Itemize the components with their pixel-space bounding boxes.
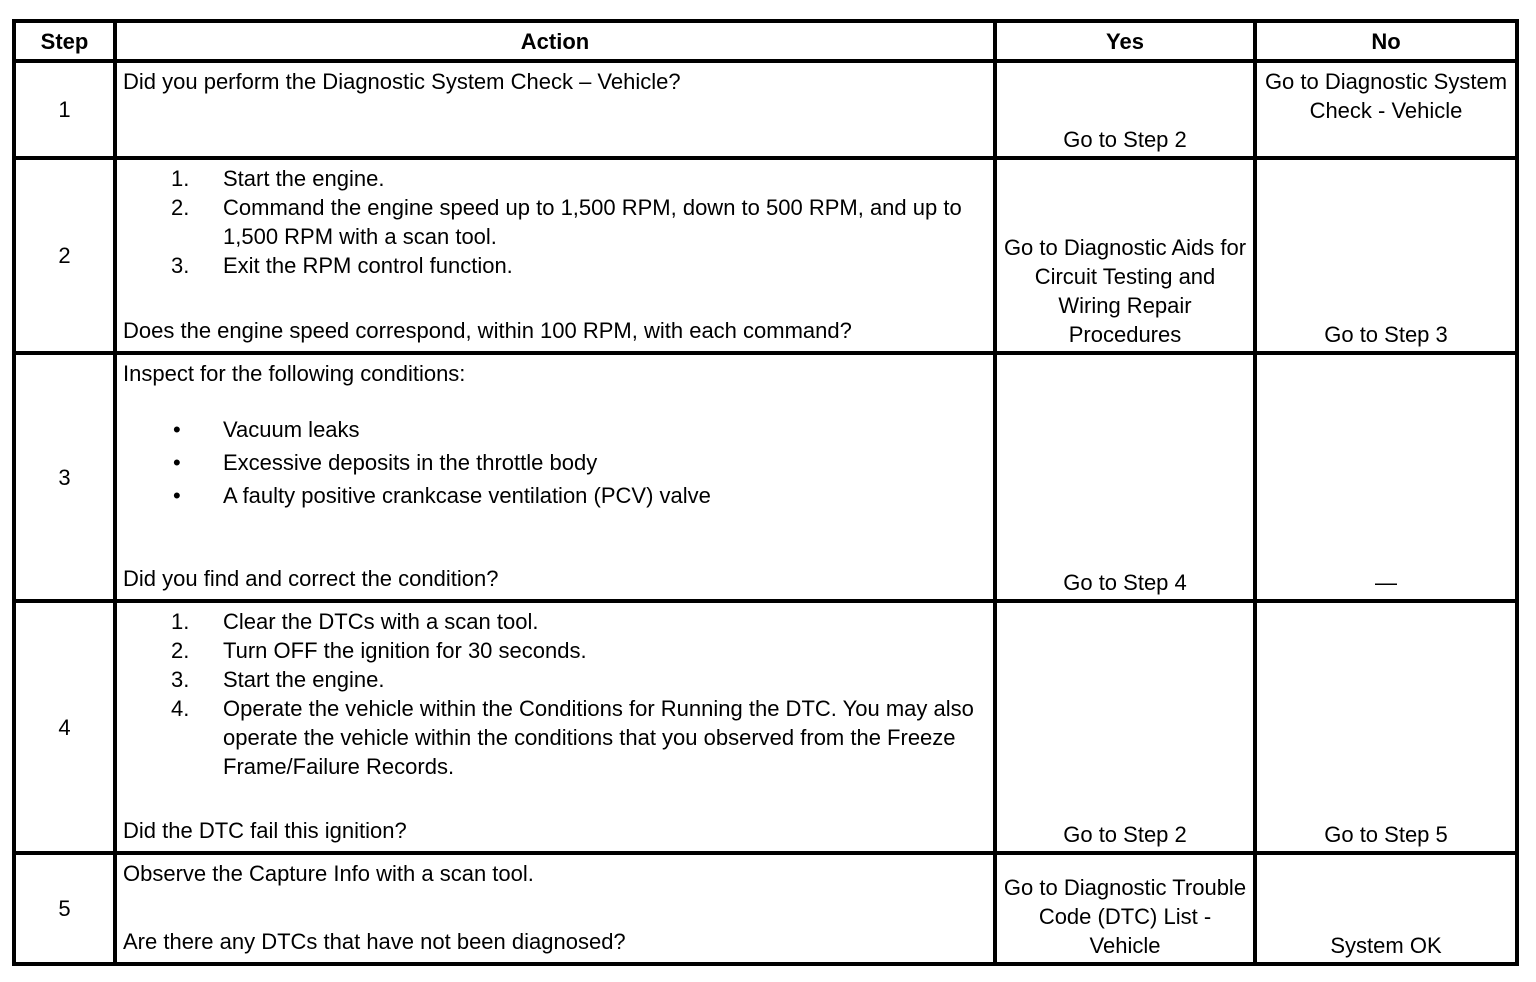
- diagnostic-table: [12, 19, 1519, 966]
- list-item: 1. Clear the DTCs with a scan tool.: [171, 609, 539, 634]
- list-item: 4. Operate the vehicle within the Conditions for Running the DTC. You may also operate the vehicle within the conditions that you observed from the Freeze Frame/Failure Records.: [171, 696, 974, 779]
- header-row: [14, 21, 1517, 61]
- list-item: 2. Turn OFF the ignition for 30 seconds.: [171, 638, 587, 663]
- list-item: 3. Exit the RPM control function.: [171, 253, 513, 278]
- list-item: 1. Start the engine.: [171, 166, 385, 191]
- list-item: • Excessive deposits in the throttle body: [173, 450, 598, 475]
- action-question: Did the DTC fail this ignition?: [123, 818, 407, 843]
- table-row: [14, 353, 1517, 601]
- table-row: [14, 158, 1517, 353]
- no-cell: System OK: [1255, 853, 1517, 964]
- no-cell: —: [1255, 353, 1517, 601]
- action-list: [123, 164, 987, 280]
- step-number: 3: [14, 353, 115, 601]
- list-item: 3. Start the engine.: [171, 667, 385, 692]
- action-cell: [115, 61, 995, 158]
- yes-cell: Go to Diagnostic Aids for Circuit Testing and Wiring Repair Procedures: [995, 158, 1255, 353]
- no-cell: Go to Step 3: [1255, 158, 1517, 353]
- action-question: Did you find and correct the condition?: [123, 566, 499, 591]
- yes-cell: Go to Diagnostic Trouble Code (DTC) List - Vehicle: [995, 853, 1255, 964]
- list-item: 2. Command the engine speed up to 1,500 RPM, down to 500 RPM, and up to 1,500 RPM with a scan tool.: [171, 195, 962, 249]
- no-cell: Go to Diagnostic System Check - Vehicle: [1255, 61, 1517, 158]
- header-action: Action: [115, 21, 995, 61]
- list-item: • A faulty positive crankcase ventilation (PCV) valve: [173, 483, 711, 508]
- yes-cell: Go to Step 2: [995, 61, 1255, 158]
- header-yes: Yes: [995, 21, 1255, 61]
- action-question: Does the engine speed correspond, within 100 RPM, with each command?: [123, 318, 852, 343]
- table-row: [14, 601, 1517, 853]
- action-list: [123, 607, 987, 781]
- action-text: Observe the Capture Info with a scan tool.: [123, 861, 534, 886]
- yes-cell: Go to Step 2: [995, 601, 1255, 853]
- yes-cell: Go to Step 4: [995, 353, 1255, 601]
- action-cell: [115, 601, 995, 853]
- action-text: Did you perform the Diagnostic System Check – Vehicle?: [123, 69, 681, 94]
- no-cell: Go to Step 5: [1255, 601, 1517, 853]
- action-cell: [115, 353, 995, 601]
- step-number: 4: [14, 601, 115, 853]
- action-text: Inspect for the following conditions:: [123, 361, 466, 386]
- header-no: No: [1255, 21, 1517, 61]
- action-cell: [115, 853, 995, 964]
- step-number: 1: [14, 61, 115, 158]
- step-number: 5: [14, 853, 115, 964]
- table-row: [14, 61, 1517, 158]
- condition-list: [123, 413, 987, 512]
- list-item: • Vacuum leaks: [173, 417, 360, 442]
- step-number: 2: [14, 158, 115, 353]
- action-cell: [115, 158, 995, 353]
- action-question: Are there any DTCs that have not been diagnosed?: [123, 929, 626, 954]
- header-step: Step: [14, 21, 115, 61]
- table-row: [14, 853, 1517, 964]
